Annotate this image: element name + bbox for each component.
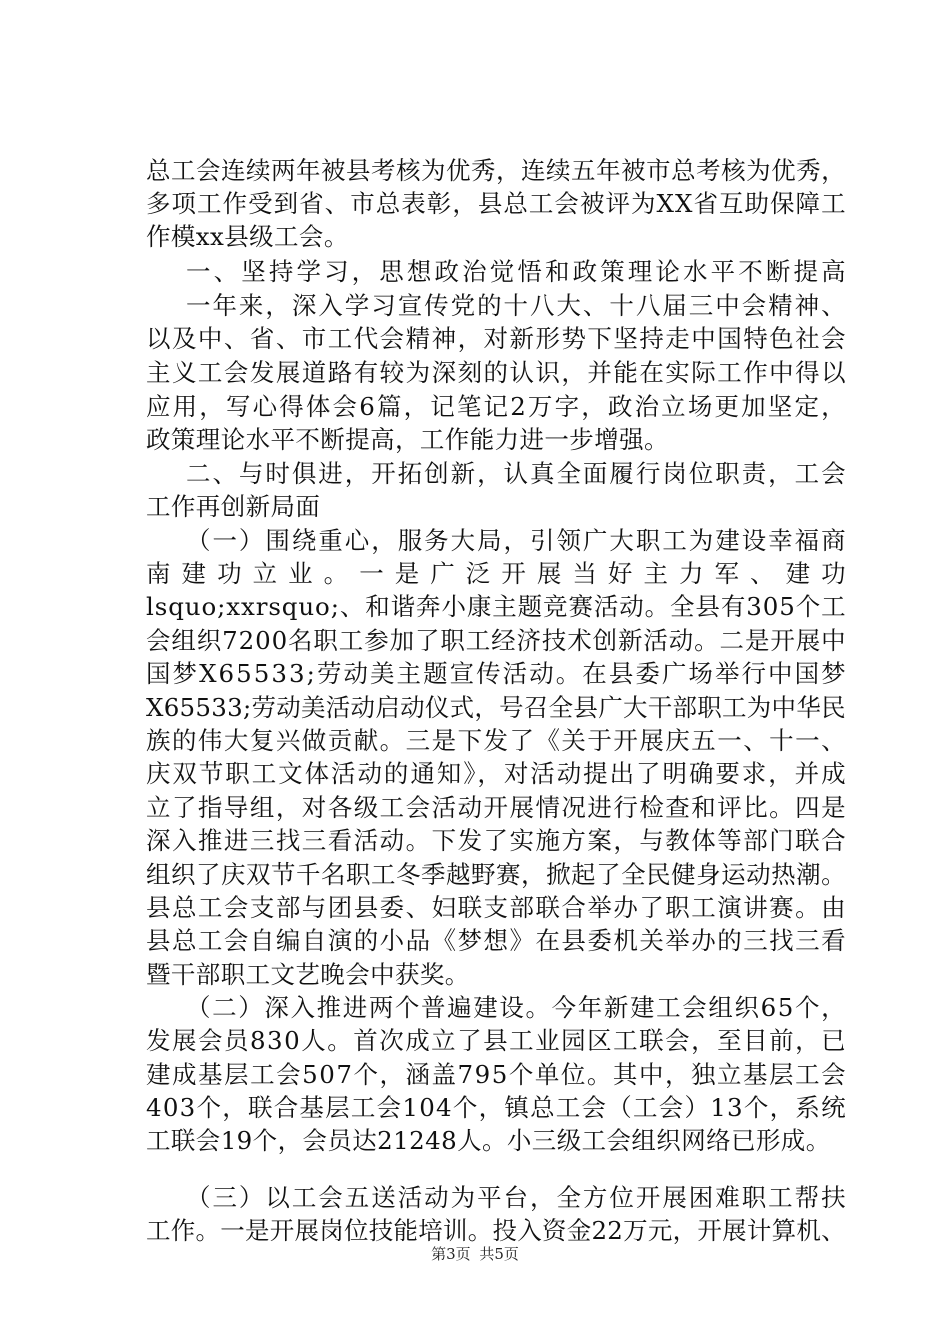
page-total: 共5页 — [479, 1245, 519, 1263]
page-number: 第3页 — [431, 1245, 471, 1263]
text-line-content: 庆双节职工文体活动的通知》，对活动提出了明确要求，并成 — [146, 759, 848, 788]
text-line-content: lsquo;xxrsquo;、和谐奔小康主题竞赛活动。全县有305个工 — [146, 592, 847, 621]
text-line-content: 总工会连续两年被县考核为优秀，连续五年被市总考核为优秀， — [146, 156, 847, 185]
text-line-content: 发展会员830人。首次成立了县工业园区工联会，至目前，已 — [146, 1026, 848, 1055]
text-line-content: （二）深入推进两个普遍建设。今年新建工会组织65个， — [186, 993, 848, 1022]
text-line-content: 县总工会自编自演的小品《梦想》在县委机关举办的三找三看 — [146, 926, 848, 955]
text-line-content: 深入推进三找三看活动。下发了实施方案，与教体等部门联合 — [146, 826, 848, 855]
text-line-content: X65533;劳动美活动启动仪式，号召全县广大干部职工为中华民 — [146, 693, 846, 722]
text-line-content: 作模xx县级工会。 — [146, 222, 349, 251]
page-footer — [0, 1244, 950, 1264]
text-line-content: 403个，联合基层工会104个，镇总工会（工会）13个，系统 — [146, 1093, 847, 1122]
text-line-content: 应用，写心得体会6篇，记笔记2万字，政治立场更加坚定， — [146, 392, 848, 421]
text-line-content: 建成基层工会507个，涵盖795个单位。其中，独立基层工会 — [146, 1060, 848, 1089]
text-line-content: 组织了庆双节千名职工冬季越野赛，掀起了全民健身运动热潮。 — [146, 860, 847, 889]
text-line-content: 县总工会支部与团县委、妇联支部联合举办了职工演讲赛。由 — [146, 893, 848, 922]
text-line-content: 暨干部职工文艺晚会中获奖。 — [146, 960, 470, 989]
text-line-content: 以及中、省、市工代会精神，对新形势下坚持走中国特色社会 — [146, 324, 848, 353]
text-line-content: （三）以工会五送活动为平台，全方位开展困难职工帮扶 — [186, 1183, 848, 1212]
text-line-content: 主义工会发展道路有较为深刻的认识，并能在实际工作中得以 — [146, 358, 848, 387]
text-line-content: 立了指导组，对各级工会活动开展情况进行检查和评比。四是 — [146, 793, 848, 822]
text-line-content: 一年来，深入学习宣传党的十八大、十八届三中会精神、 — [186, 291, 848, 320]
text-line-content: 政策理论水平不断提高，工作能力进一步增强。 — [146, 425, 669, 454]
text-line-content: 二、与时俱进，开拓创新，认真全面履行岗位职责，工会 — [186, 459, 848, 488]
text-line-content: 会组织7200名职工参加了职工经济技术创新活动。二是开展中 — [146, 626, 847, 655]
text-line-content: 工联会19个，会员达21248人。小三级工会组织网络已形成。 — [146, 1126, 831, 1155]
text-line-content: 工作。一是开展岗位技能培训。投入资金22万元，开展计算机、 — [146, 1216, 846, 1245]
text-line-content: （一）围绕重心，服务大局，引领广大职工为建设幸福商 — [186, 526, 848, 555]
text-line-content: 工作再创新局面 — [146, 492, 321, 521]
text-line-content: 多项工作受到省、市总表彰，县总工会被评为XX省互助保障工 — [146, 189, 847, 218]
text-line-content: 南建功立业。一是广泛开展当好主力军、建功 — [146, 559, 857, 588]
text-line-content: 国梦X65533;劳动美主题宣传活动。在县委广场举行中国梦 — [146, 659, 848, 688]
text-line-content: 一、坚持学习，思想政治觉悟和政策理论水平不断提高 — [186, 257, 849, 286]
text-line-content: 族的伟大复兴做贡献。三是下发了《关于开展庆五一、十一、 — [146, 726, 848, 755]
